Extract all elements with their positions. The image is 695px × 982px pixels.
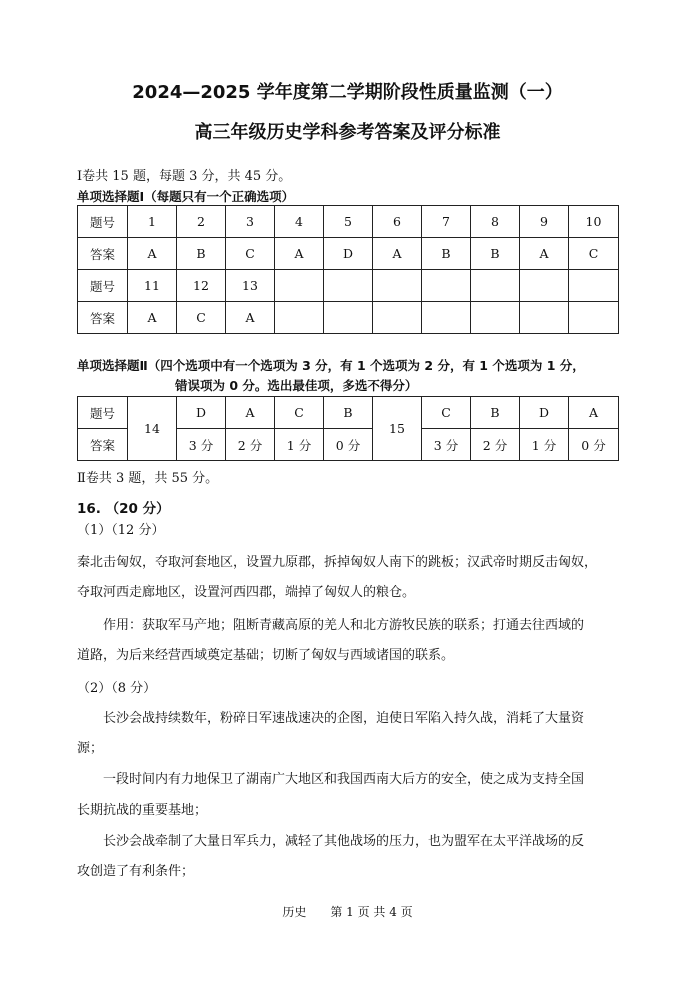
- table-cell: C: [569, 238, 619, 270]
- table-cell: [324, 270, 373, 302]
- table-row-label: 题号: [78, 270, 128, 302]
- table-cell: [373, 302, 422, 334]
- table-row-label: 答案: [78, 238, 128, 270]
- t2-q15: 15: [373, 397, 422, 461]
- table-row: [78, 302, 619, 334]
- table-cell: B: [422, 238, 471, 270]
- q16-heading: 16. （20 分）: [77, 501, 170, 517]
- table-cell: A: [226, 302, 275, 334]
- q16-p1-line2: 夺取河西走廊地区，设置河西四郡，端掉了匈奴人的粮仓。: [77, 585, 416, 600]
- t2-q14-score: 3 分: [177, 429, 226, 461]
- t2-q14-score: 1 分: [275, 429, 324, 461]
- table-cell: 5: [324, 206, 373, 238]
- q16-p2-line1: 作用：获取军马产地；阻断青藏高原的羌人和北方游牧民族的联系；打通去往西域的: [103, 618, 585, 633]
- q16-p3-line1: 长沙会战持续数年，粉碎日军速战速决的企图，迫使日军陷入持久战，消耗了大量资: [103, 711, 585, 726]
- table-cell: C: [226, 238, 275, 270]
- table-cell: 10: [569, 206, 619, 238]
- table-row: [78, 270, 619, 302]
- table-cell: 9: [520, 206, 569, 238]
- table-cell: A: [275, 238, 324, 270]
- table-cell: 7: [422, 206, 471, 238]
- table-cell: 2: [177, 206, 226, 238]
- q16-p5-line1: 长沙会战牵制了大量日军兵力，减轻了其他战场的压力，也为盟军在太平洋战场的反: [103, 834, 585, 849]
- section2-title-line-1: 单项选择题Ⅱ（四个选项中有一个选项为 3 分，有 1 个选项为 2 分，有 1 个选项为 1 分，: [77, 358, 585, 373]
- table-cell: D: [324, 238, 373, 270]
- table-cell: [520, 270, 569, 302]
- title-line-1: 2024—2025 学年度第二学期阶段性质量监测（一）: [132, 82, 563, 103]
- table-cell: A: [520, 238, 569, 270]
- t2-q14-opt: A: [226, 397, 275, 429]
- table-cell: [324, 302, 373, 334]
- q16-p4-line1: 一段时间内有力地保卫了湖南广大地区和我国西南大后方的安全，使之成为支持全国: [103, 772, 585, 787]
- table-cell: 1: [128, 206, 177, 238]
- table-cell: A: [128, 238, 177, 270]
- q16-p4-line2: 长期抗战的重要基地；: [77, 803, 208, 818]
- table-cell: B: [177, 238, 226, 270]
- section1-title: 单项选择题Ⅰ（每题只有一个正确选项）: [77, 189, 295, 204]
- q16-sub1: （1）（12 分）: [77, 523, 165, 538]
- table-cell: [569, 302, 619, 334]
- table-cell: A: [128, 302, 177, 334]
- q16-p1-line1: 秦北击匈奴，夺取河套地区，设置九原郡，拆掉匈奴人南下的跳板；汉武帝时期反击匈奴，: [77, 555, 598, 570]
- t2-q15-score: 3 分: [422, 429, 471, 461]
- table-row: [78, 238, 619, 270]
- table-cell: [275, 302, 324, 334]
- table-row-label: 答案: [78, 302, 128, 334]
- table-cell: [422, 302, 471, 334]
- table-cell: [373, 270, 422, 302]
- table-cell: [422, 270, 471, 302]
- t2-q15-score: 2 分: [471, 429, 520, 461]
- table-cell: 4: [275, 206, 324, 238]
- table-cell: 11: [128, 270, 177, 302]
- table-cell: [520, 302, 569, 334]
- t2-q14-opt: B: [324, 397, 373, 429]
- table-cell: C: [177, 302, 226, 334]
- t2-q14-opt: C: [275, 397, 324, 429]
- t2-q15-opt: A: [569, 397, 619, 429]
- t2-q15-score: 1 分: [520, 429, 569, 461]
- page-footer: 历史 第 1 页 共 4 页: [282, 905, 413, 919]
- t2-label-q: 题号: [78, 397, 128, 429]
- table-row-label: 题号: [78, 206, 128, 238]
- table-cell: B: [471, 238, 520, 270]
- t2-q14-score: 2 分: [226, 429, 275, 461]
- table-cell: 3: [226, 206, 275, 238]
- t2-q15-score: 0 分: [569, 429, 619, 461]
- table-cell: [569, 270, 619, 302]
- answer-table-2: [77, 396, 619, 461]
- title-line-2: 高三年级历史学科参考答案及评分标准: [194, 122, 501, 143]
- t2-q15-opt: C: [422, 397, 471, 429]
- t2-q15-opt: D: [520, 397, 569, 429]
- table-cell: 8: [471, 206, 520, 238]
- table-cell: 6: [373, 206, 422, 238]
- t2-label-a: 答案: [78, 429, 128, 461]
- q16-p3-line2: 源；: [77, 741, 104, 756]
- t2-q14: 14: [128, 397, 177, 461]
- t2-q14-score: 0 分: [324, 429, 373, 461]
- table-cell: 13: [226, 270, 275, 302]
- t2-q15-opt: B: [471, 397, 520, 429]
- table-cell: A: [373, 238, 422, 270]
- t2-q14-opt: D: [177, 397, 226, 429]
- q16-sub2: （2）（8 分）: [77, 681, 157, 696]
- part2-intro: Ⅱ卷共 3 题，共 55 分。: [77, 471, 219, 486]
- table-row: [78, 206, 619, 238]
- table-cell: [471, 302, 520, 334]
- table-cell: [471, 270, 520, 302]
- q16-p2-line2: 道路，为后来经营西域奠定基础；切断了匈奴与西域诸国的联系。: [77, 648, 455, 663]
- table-cell: [275, 270, 324, 302]
- q16-p5-line2: 攻创造了有利条件；: [77, 864, 195, 879]
- answer-table-1: [77, 205, 619, 334]
- section2-title-line-2: 错误项为 0 分。选出最佳项，多选不得分）: [175, 378, 418, 393]
- part1-intro: Ⅰ卷共 15 题，每题 3 分，共 45 分。: [77, 169, 292, 184]
- table-cell: 12: [177, 270, 226, 302]
